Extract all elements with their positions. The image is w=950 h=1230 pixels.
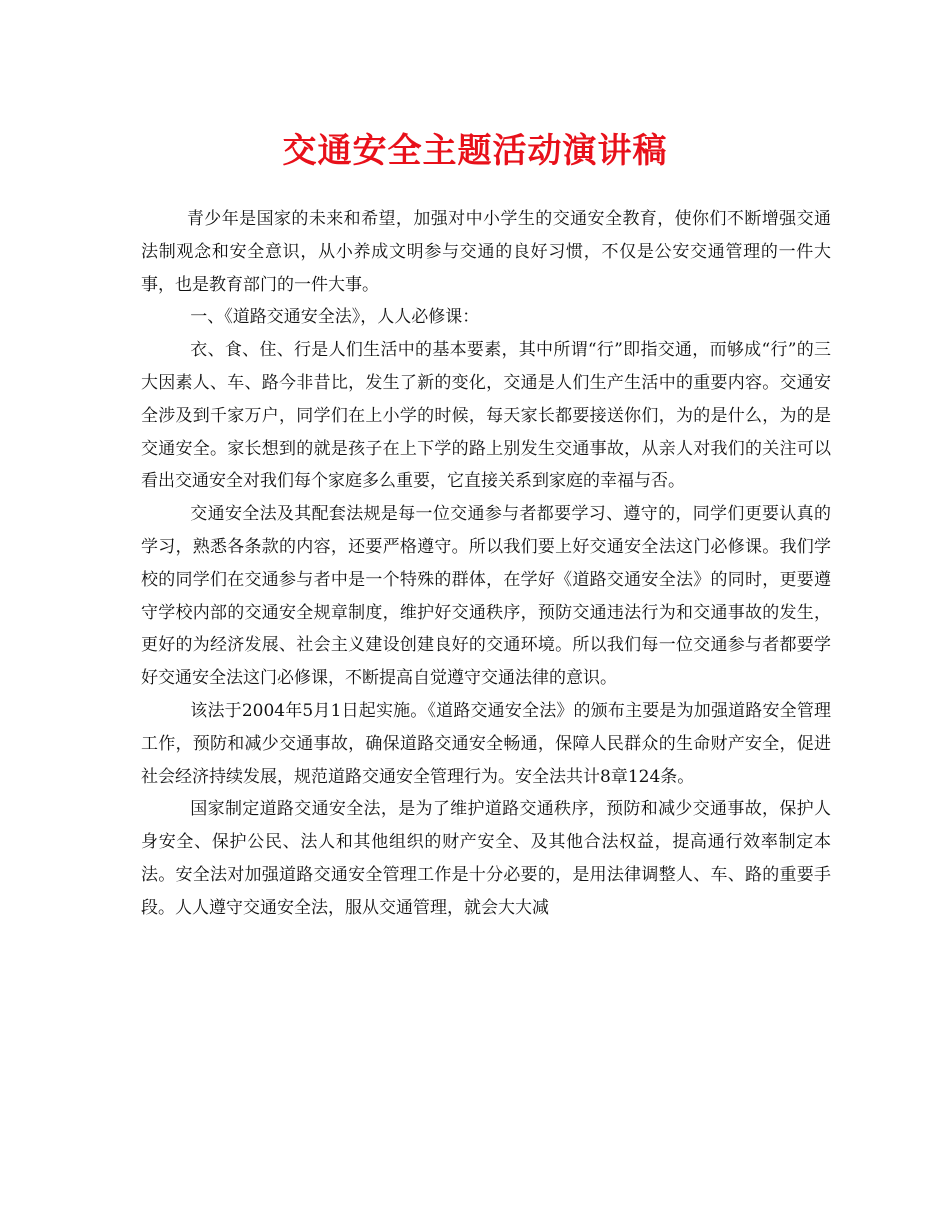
paragraph-section-heading: 一、《道路交通安全法》，人人必修课：: [190, 307, 480, 328]
paragraph-basic-elements: 衣、食、住、行是人们生活中的基本要素，其中所谓“行”即指交通，而够成“行”的三大因素人、车、路今非昔比，发生了新的变化，交通是人们生产生活中的重要内容。交通安全涉及到千家万户，同学们在上小学的时候，每天家长都要接送你们，为的是什么，为的是交通安全。家长想到的就是孩子在上下学的路上别发生交通事故，从亲人对我们的关注可以看出交通安全对我们每个家庭多么重要，它直接关系到家庭的幸福与否。: [141, 340, 831, 492]
paragraph-law-purpose: 国家制定道路交通安全法，是为了维护道路交通秩序，预防和减少交通事故，保护人身安全、保护公民、法人和其他组织的财产安全、及其他合法权益，提高通行效率制定本法。安全法对加强道路交通安全管理工作是十分必要的，是用法律调整人、车、路的重要手段。人人遵守交通安全法，服从交通管理，就会大大减: [141, 799, 831, 918]
paragraph-required-course: 交通安全法及其配套法规是每一位交通参与者都要学习、遵守的，同学们更要认真的学习，熟悉各条款的内容，还要严格遵守。所以我们要上好交通安全法这门必修课。我们学校的同学们在交通参与者中是一个特殊的群体，在学好《道路交通安全法》的同时，更要遵守学校内部的交通安全规章制度，维护好交通秩序，预防交通违法行为和交通事故的发生，更好的为经济发展、社会主义建设创建良好的交通环境。所以我们每一位交通参与者都要学好交通安全法这门必修课，不断提高自觉遵守交通法律的意识。: [141, 504, 831, 689]
paragraph-law-effective: 该法于2004年5月1日起实施。《道路交通安全法》的颁布主要是为加强道路安全管理工作，预防和减少交通事故，确保道路交通安全畅通，保障人民群众的生命财产安全，促进社会经济持续发展，规范道路交通安全管理行为。安全法共计8章124条。: [141, 700, 831, 787]
document-title: 交通安全主题活动演讲稿: [282, 131, 668, 171]
document-body: [141, 203, 831, 925]
paragraph-intro: 青少年是国家的未来和希望，加强对中小学生的交通安全教育，使你们不断增强交通法制观念和安全意识，从小养成文明参与交通的良好习惯，不仅是公安交通管理的一件大事，也是教育部门的一件大事。: [141, 209, 831, 295]
